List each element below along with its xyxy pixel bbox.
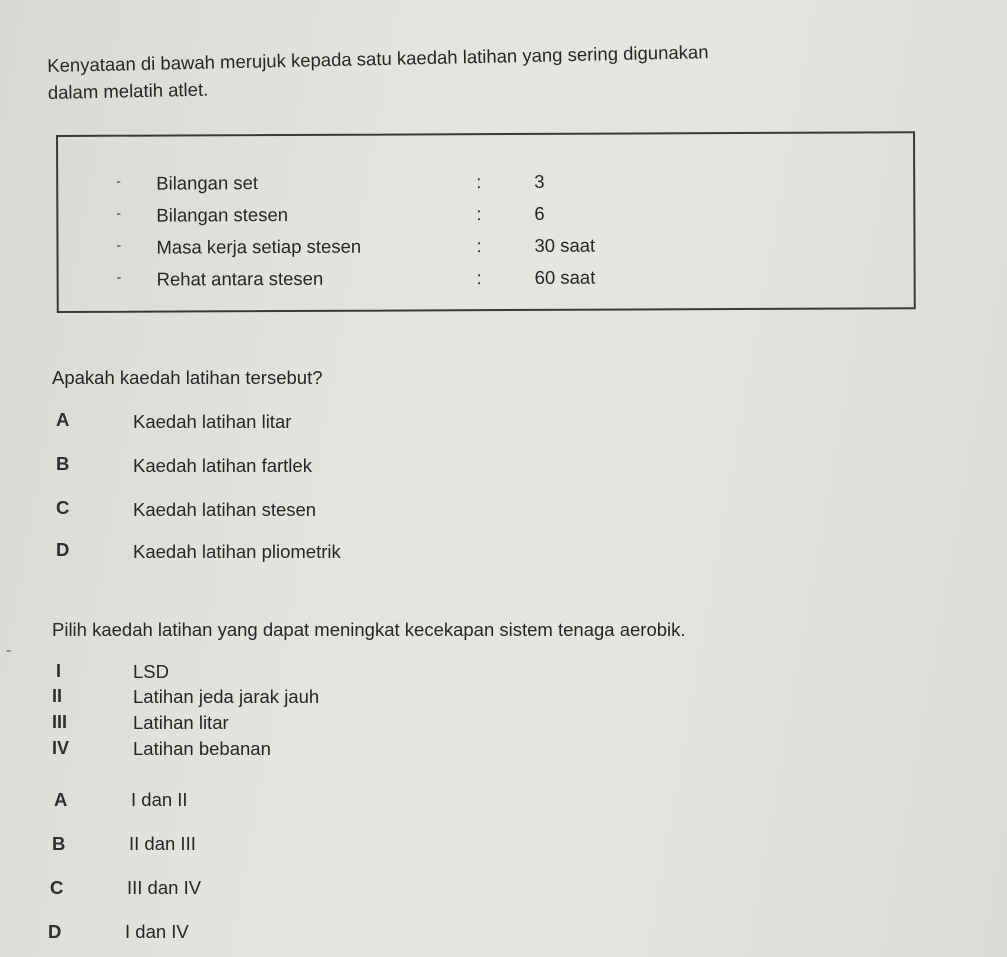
statement-text: Latihan bebanan <box>133 738 271 759</box>
statement-text: Latihan litar <box>133 712 229 733</box>
spec-colon: : <box>476 267 482 289</box>
question-1-text: Apakah kaedah latihan tersebut? <box>52 367 323 388</box>
option-letter-c[interactable]: C <box>56 497 70 518</box>
training-spec-box <box>56 131 916 313</box>
option-text-b[interactable]: II dan III <box>129 833 196 854</box>
spec-value: 60 saat <box>534 266 596 288</box>
intro-line-1: Kenyataan di bawah merujuk kepada satu kaedah latihan yang sering digunakan <box>47 41 709 76</box>
question-2-text: Pilih kaedah latihan yang dapat meningkat kecekapan sistem tenaga aerobik. <box>52 619 686 640</box>
spec-label: Bilangan stesen <box>156 203 289 226</box>
question-1-intro <box>47 38 709 106</box>
option-letter-b[interactable]: B <box>52 833 66 854</box>
spec-bullet: - <box>116 268 122 285</box>
option-text-a[interactable]: I dan II <box>131 789 188 810</box>
spec-row <box>58 201 913 237</box>
statement-numeral: III <box>52 712 68 732</box>
spec-value: 6 <box>534 202 545 224</box>
option-text-c[interactable]: III dan IV <box>127 877 202 898</box>
option-letter-b[interactable]: B <box>56 453 70 474</box>
option-text-a[interactable]: Kaedah latihan litar <box>133 411 292 432</box>
spec-label: Masa kerja setiap stesen <box>156 235 362 258</box>
option-text-d[interactable]: I dan IV <box>125 921 189 942</box>
statement-numeral: I <box>56 661 62 681</box>
spec-row <box>58 169 913 205</box>
statement-numeral: II <box>52 686 63 706</box>
spec-value: 3 <box>534 170 545 192</box>
option-letter-d[interactable]: D <box>56 539 70 560</box>
option-letter-c[interactable]: C <box>50 877 64 898</box>
spec-value: 30 saat <box>534 234 596 256</box>
statement-text: LSD <box>133 661 169 682</box>
spec-bullet: - <box>116 236 122 253</box>
option-letter-d[interactable]: D <box>48 921 62 942</box>
option-text-c[interactable]: Kaedah latihan stesen <box>133 499 317 520</box>
spec-row <box>59 265 914 301</box>
spec-colon: : <box>476 235 482 257</box>
spec-colon: : <box>476 203 482 225</box>
option-letter-a[interactable]: A <box>54 789 68 810</box>
spec-label: Bilangan set <box>156 172 259 194</box>
spec-bullet: - <box>116 204 122 221</box>
option-text-d[interactable]: Kaedah latihan pliometrik <box>133 541 341 562</box>
spec-bullet: - <box>116 172 121 189</box>
spec-row <box>58 233 913 269</box>
statement-numeral: IV <box>52 738 70 758</box>
statement-text: Latihan jeda jarak jauh <box>133 686 320 707</box>
intro-line-2: dalam melatih atlet. <box>47 78 209 103</box>
margin-mark: - <box>6 642 12 659</box>
spec-colon: : <box>476 171 482 193</box>
spec-label: Rehat antara stesen <box>156 267 324 290</box>
option-text-b[interactable]: Kaedah latihan fartlek <box>133 455 312 476</box>
option-letter-a[interactable]: A <box>56 409 70 430</box>
